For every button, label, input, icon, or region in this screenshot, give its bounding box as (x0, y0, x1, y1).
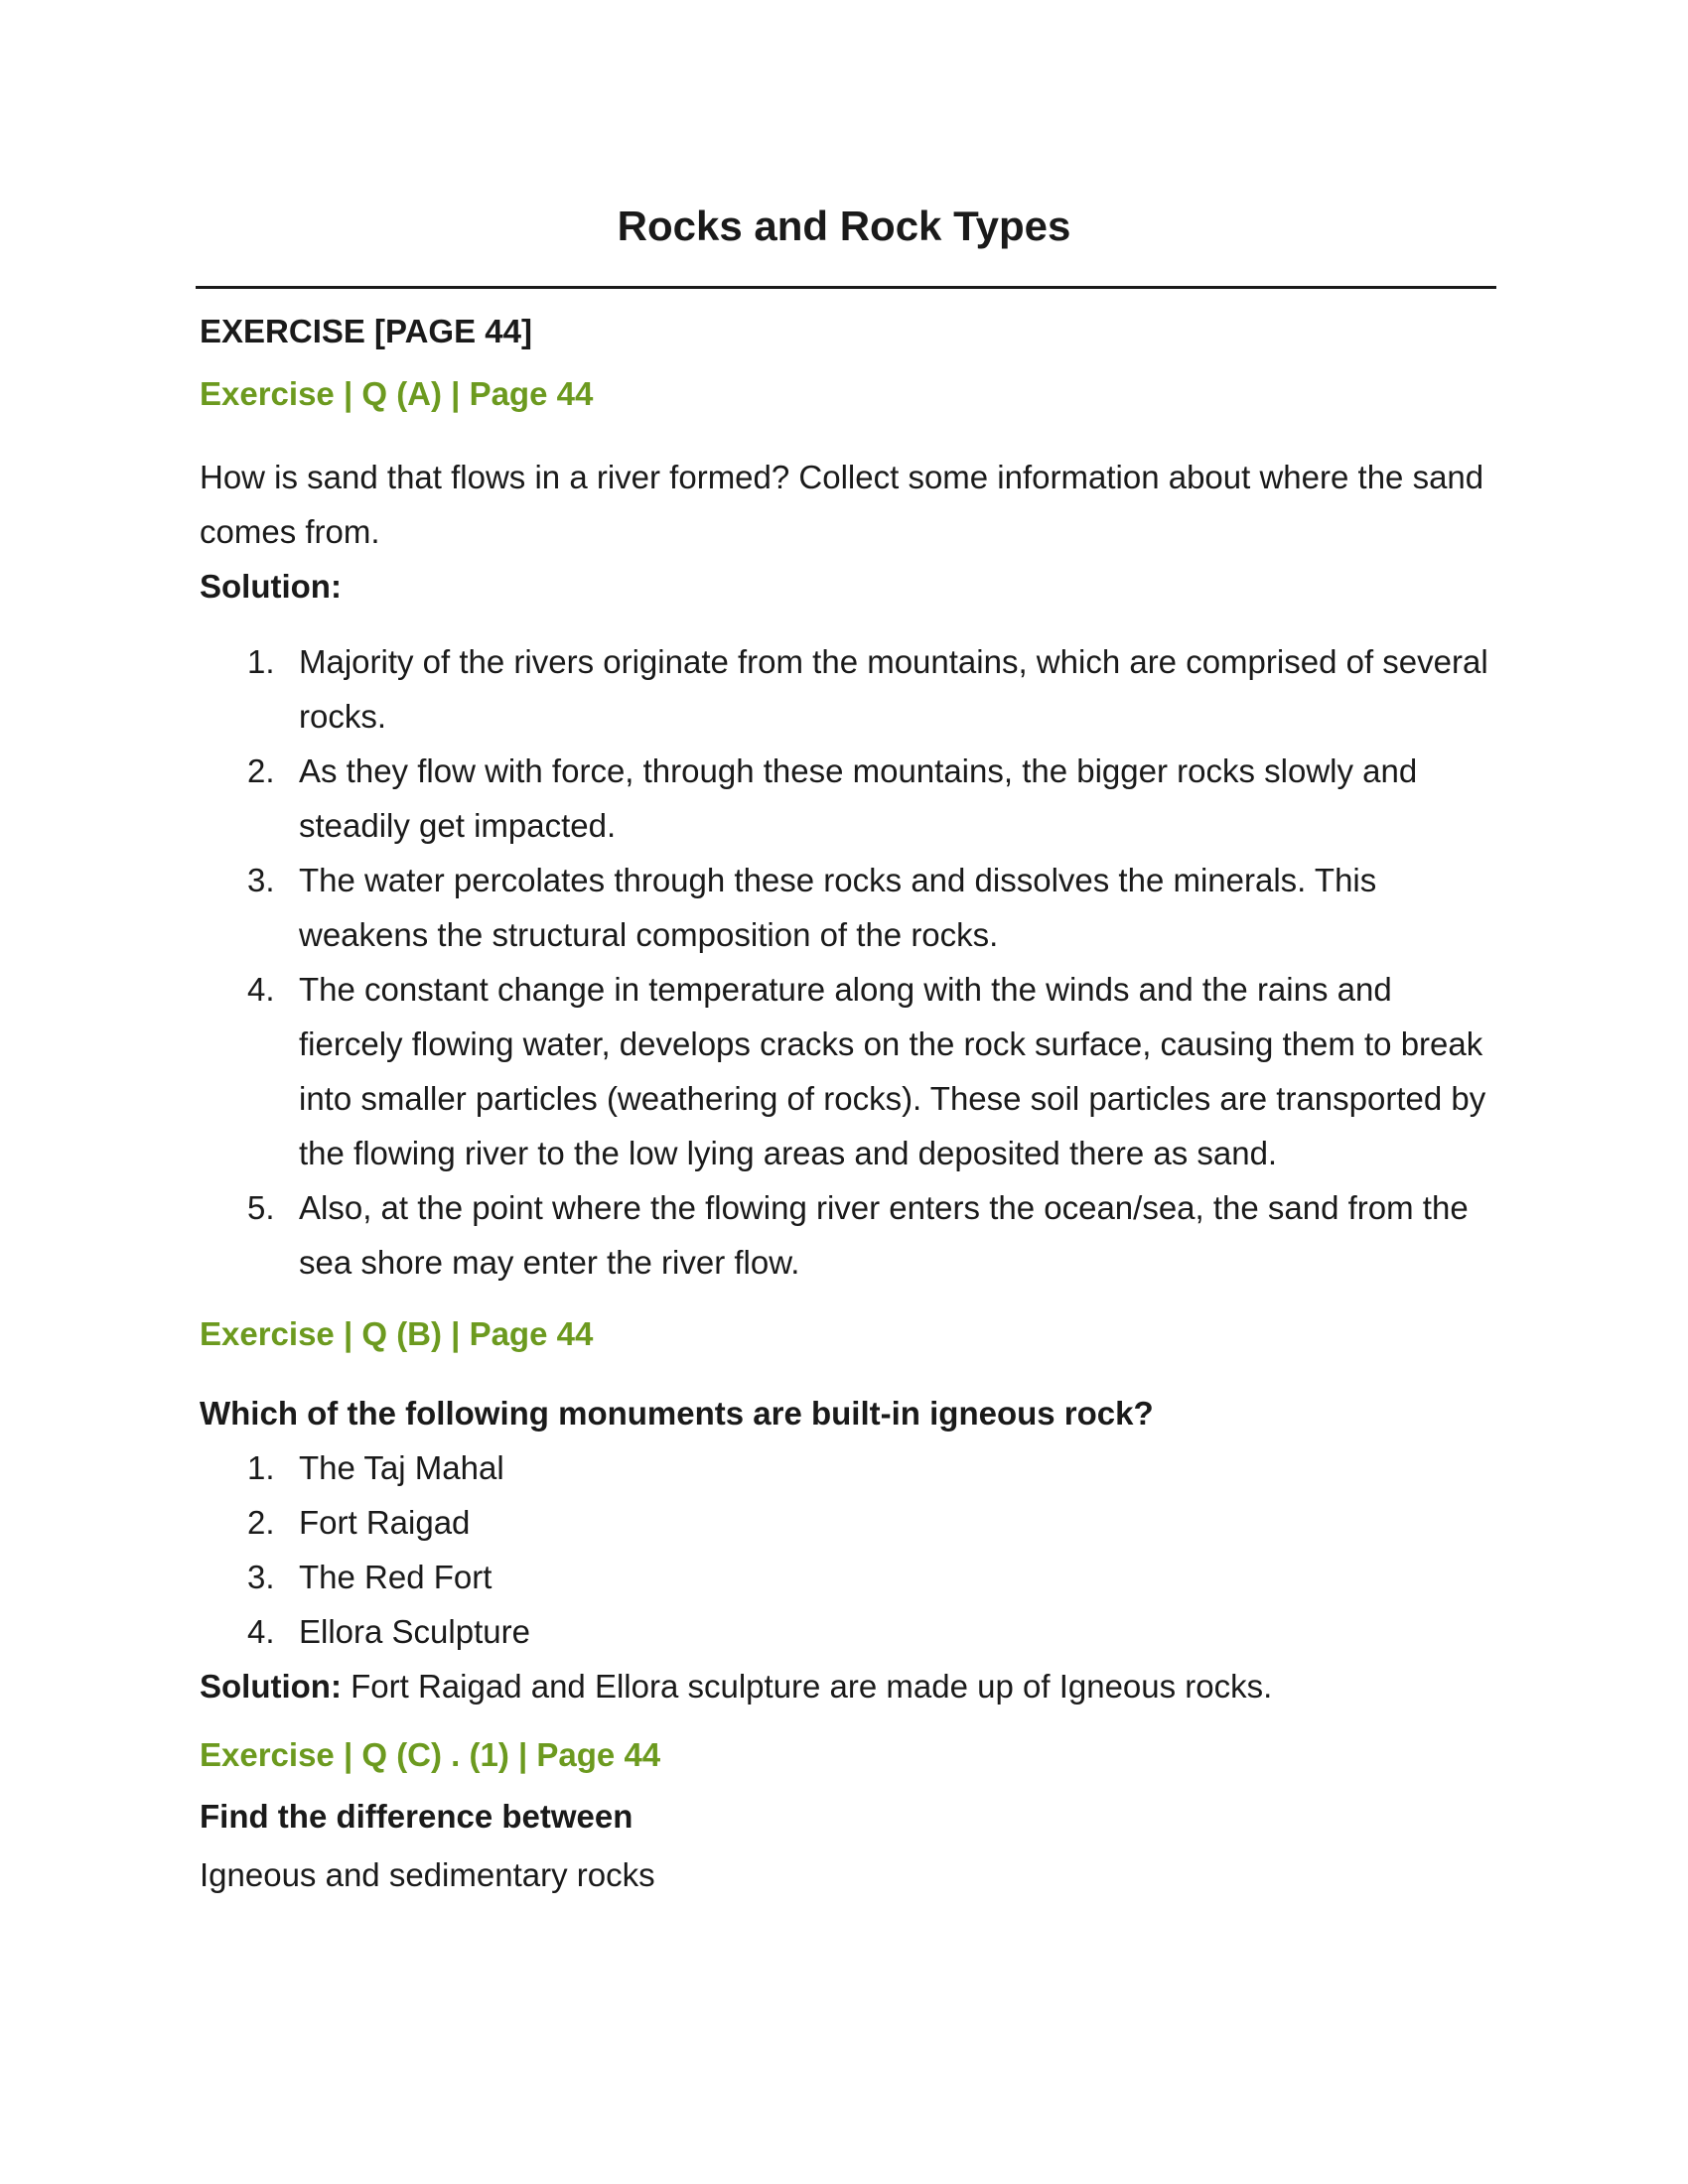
solution-text-b: Fort Raigad and Ellora sculpture are made up of Igneous rocks. (341, 1668, 1273, 1705)
page-title: Rocks and Rock Types (617, 203, 1071, 249)
option-item: 1. The Taj Mahal (247, 1449, 504, 1486)
solution-b (200, 1659, 1490, 1713)
list-item: 5. Also, at the point where the flowing river enters the ocean/sea, the sand from the sea shore may enter the river flow. (247, 1189, 1469, 1281)
list-item-text: As they flow with force, through these mountains, the bigger rocks slowly and steadily get impacted. (299, 752, 1418, 844)
list-item: 3. The water percolates through these rocks and dissolves the minerals. This weakens the structural composition of the rocks. (247, 862, 1377, 953)
options-list-b (200, 1440, 1490, 1659)
question-reference-b: Exercise | Q (B) | Page 44 (200, 1315, 594, 1352)
option-text: Fort Raigad (299, 1504, 471, 1541)
exercise-header: EXERCISE [PAGE 44] (200, 313, 532, 349)
option-item: 3. The Red Fort (247, 1559, 492, 1595)
question-b-text: Which of the following monuments are built-in igneous rock? (200, 1395, 1154, 1432)
solution-list-a (200, 634, 1490, 1290)
option-item: 2. Fort Raigad (247, 1504, 471, 1541)
title-divider (196, 286, 1496, 289)
option-text: Ellora Sculpture (299, 1613, 530, 1650)
list-item-text: Majority of the rivers originate from the mountains, which are comprised of several rocks. (299, 643, 1488, 735)
question-c-text: Find the difference between (200, 1798, 633, 1835)
list-item: 1. Majority of the rivers originate from the mountains, which are comprised of several rocks. (247, 643, 1488, 735)
list-item-text: Also, at the point where the flowing river enters the ocean/sea, the sand from the sea shore may enter the river flow. (299, 1189, 1469, 1281)
option-item: 4. Ellora Sculpture (247, 1613, 530, 1650)
list-item: 4. The constant change in temperature along with the winds and the rains and fiercely flowing water, develops cracks on the rock surface, causing them to break into smaller particles (weathering of rocks). These soil particles are transported by the flowing river to the low lying areas and deposited there as sand. (247, 971, 1486, 1171)
option-text: The Red Fort (299, 1559, 492, 1595)
solution-label-a: Solution: (200, 568, 342, 605)
question-reference-a: Exercise | Q (A) | Page 44 (200, 375, 594, 412)
question-a-text: How is sand that flows in a river formed? Collect some information about where the sand comes from. (200, 459, 1484, 550)
solution-label-b: Solution: (200, 1668, 342, 1705)
list-item-text: The constant change in temperature along with the winds and the rains and fiercely flowing water, develops cracks on the rock surface, causing them to break into smaller particles (weathering of rocks). These soil particles are transported by the flowing river to the low lying areas and deposited there as sand. (299, 971, 1486, 1171)
question-reference-c: Exercise | Q (C) . (1) | Page 44 (200, 1736, 661, 1773)
document-body (200, 308, 1490, 1902)
list-item-text: The water percolates through these rocks and dissolves the minerals. This weakens the structural composition of the rocks. (299, 862, 1377, 953)
question-c-subtext: Igneous and sedimentary rocks (200, 1856, 655, 1893)
option-text: The Taj Mahal (299, 1449, 504, 1486)
list-item: 2. As they flow with force, through these mountains, the bigger rocks slowly and steadily get impacted. (247, 752, 1418, 844)
